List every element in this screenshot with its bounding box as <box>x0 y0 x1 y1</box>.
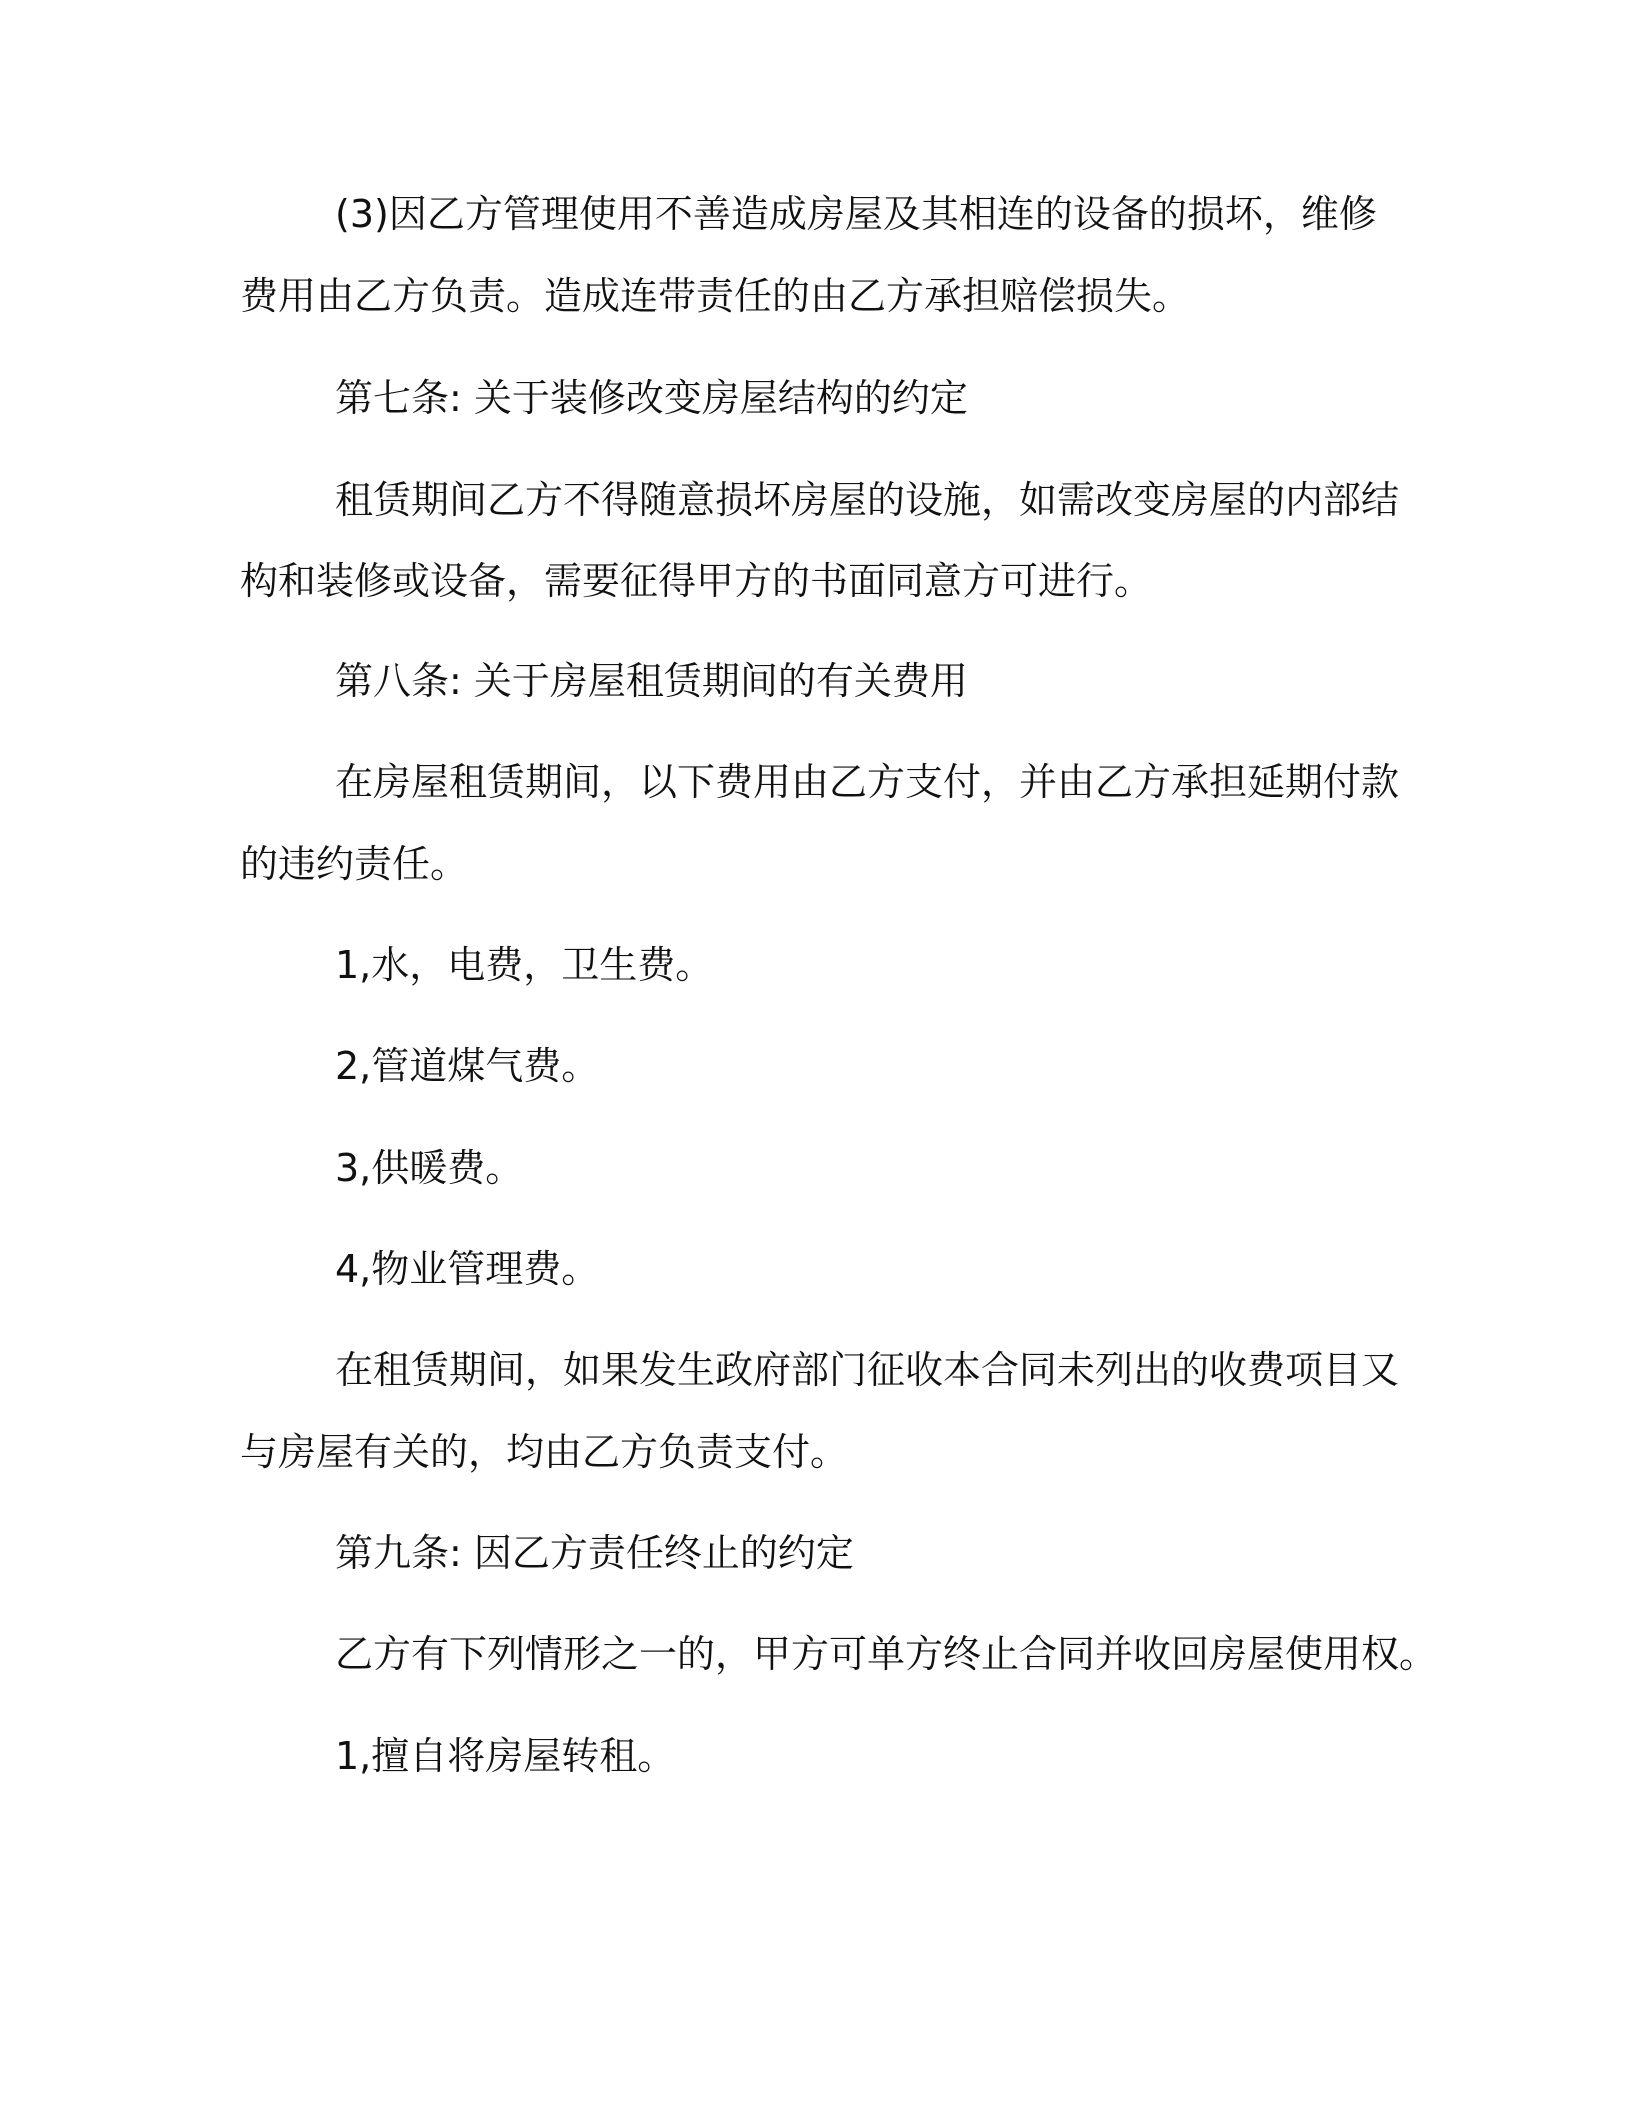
paragraph-line: 在租赁期间，如果发生政府部门征收本合同未列出的收费项目又 <box>335 1348 1400 1392</box>
paragraph-line: 的违约责任。 <box>240 842 469 886</box>
paragraph-line: 构和装修或设备，需要征得甲方的书面同意方可进行。 <box>240 559 1153 603</box>
paragraph-line: 乙方有下列情形之一的，甲方可单方终止合同并收回房屋使用权。 <box>335 1632 1438 1676</box>
paragraph-line: 费用由乙方负责。造成连带责任的由乙方承担赔偿损失。 <box>240 274 1191 318</box>
section-heading: 第八条: 关于房屋租赁期间的有关费用 <box>335 659 968 703</box>
section-heading: 第七条: 关于装修改变房屋结构的约定 <box>335 376 968 420</box>
paragraph-line: 在房屋租赁期间，以下费用由乙方支付，并由乙方承担延期付款 <box>335 760 1400 804</box>
list-item: 1,擅自将房屋转租。 <box>335 1734 676 1778</box>
section-heading: 第九条: 因乙方责任终止的约定 <box>335 1531 854 1575</box>
list-item: 4,物业管理费。 <box>335 1247 600 1291</box>
list-item: 1,水，电费，卫生费。 <box>335 943 714 987</box>
list-item: 2,管道煤气费。 <box>335 1044 600 1088</box>
list-item: 3,供暖费。 <box>335 1146 524 1190</box>
paragraph-line: (3)因乙方管理使用不善造成房屋及其相连的设备的损坏，维修 <box>335 192 1377 236</box>
paragraph-line: 租赁期间乙方不得随意损坏房屋的设施，如需改变房屋的内部结 <box>335 478 1400 522</box>
paragraph-line: 与房屋有关的，均由乙方负责支付。 <box>240 1430 849 1474</box>
